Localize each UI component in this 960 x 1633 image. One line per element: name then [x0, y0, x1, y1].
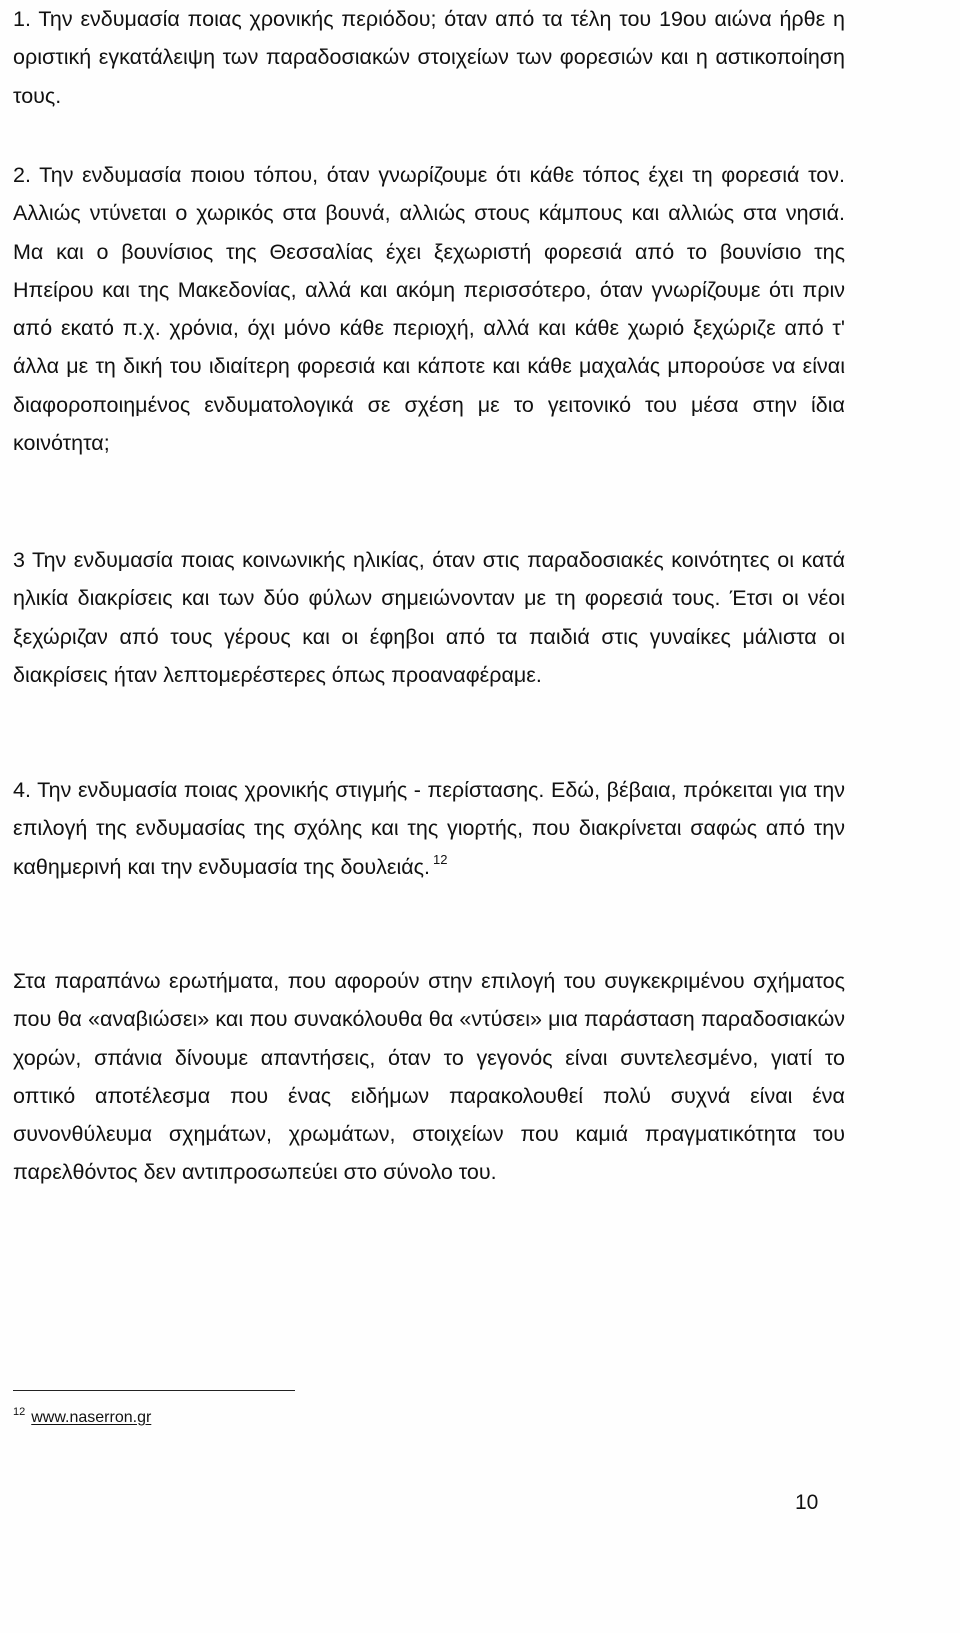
paragraph-3: 3 Την ενδυμασία ποιας κοινωνικής ηλικίας, όταν στις παραδοσιακές κοινότητες οι κατά ηλικία διακρίσεις και των δύο φύλων σημειώνονταν με τη φορεσιά τους. Έτσι οι νέοι ξεχώριζαν από τους γέρους και οι έφηβοι από τα παιδιά στις γυναίκες μάλιστα οι διακρίσεις ήταν λεπτομερέστερες όπως προαναφέραμε. — [13, 548, 845, 687]
footnote — [13, 1406, 151, 1430]
paragraph-4-text: 4. Την ενδυμασία ποιας χρονικής στιγμής - περίστασης. Εδώ, βέβαια, πρόκειται για την επιλογή της ενδυμασίας της σχόλης και της γιορτής, που διακρίνεται σαφώς από την καθημερινή και την ενδυμασία της δουλειάς. — [13, 778, 845, 879]
paragraph-4 — [13, 771, 845, 886]
footnote-link[interactable]: www.naserron.gr — [31, 1409, 152, 1426]
paragraph-2: 2. Την ενδυμασία ποιου τόπου, όταν γνωρίζουμε ότι κάθε τόπος έχει τη φορεσιά τον. Αλλιώς ντύνεται ο χωρικός στα βουνά, αλλιώς στους κάμπους και αλλιώς στα νησιά. Μα και ο βουνίσιος της Θεσσαλίας έχει ξεχωριστή φορεσιά από το βουνίσιο της Ηπείρου και της Μακεδονίας, αλλά και ακόμη περισσότερο, όταν γνωρίζουμε ότι πριν από εκατό π.χ. χρόνια, όχι μόνο κάθε περιοχή, αλλά και κάθε χωριό ξεχώριζε από τ' άλλα με τη δική του ιδιαίτερη φορεσιά και κάπoτε και κάθε μαχαλάς μπορούσε να είναι διαφοροποιημένος ενδυματολογικά σε σχέση με το γειτονικό του μέσα στην ίδια κοινότητα; — [13, 163, 845, 456]
footnote-divider — [13, 1390, 295, 1391]
footnote-mark: 12 — [13, 1406, 26, 1418]
paragraph-5: Στα παραπάνω ερωτήματα, που αφορούν στην επιλογή του συγκεκριμένου σχήματος που θα «αναβιώσει» και που συνακόλουθα θα «ντύσει» μια παράσταση παραδοσιακών χορών, σπάνια δίνουμε απαντήσεις, όταν το γεγονός είναι συντελεσμένο, γιατί το οπτικό αποτέλεσμα που ένας ειδήμων παρακολουθεί πολύ συχνά είναι ένα συνονθύλευμα σχημάτων, χρωμάτων, στοιχείων που καμιά πραγματικότητα του παρελθόντος δεν αντιπροσωπεύει στο σύνολο του. — [13, 969, 845, 1185]
paragraph-1: 1. Την ενδυμασία ποιας χρονικής περιόδου; όταν από τα τέλη του 19ου αιώνα ήρθε η οριστική εγκατάλειψη των παραδοσιακών στοιχείων των φορεσιών και η αστικοποίηση τους. — [13, 7, 845, 108]
footnote-reference[interactable]: 12 — [433, 851, 448, 867]
page-number: 10 — [795, 1491, 819, 1514]
